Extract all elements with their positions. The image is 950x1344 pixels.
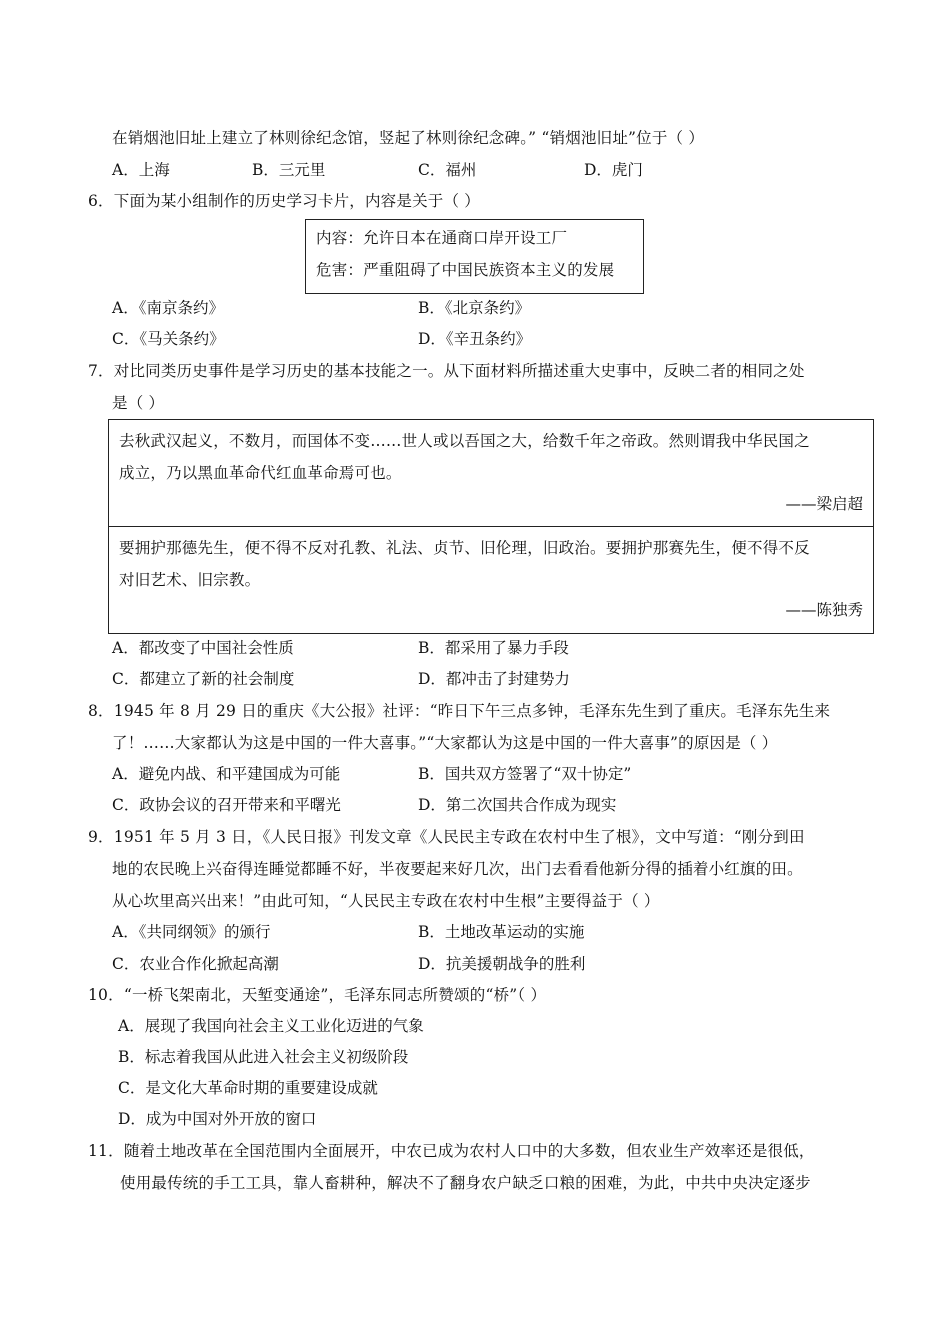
q6-card-harm: 危害：严重阻碍了中国民族资本主义的发展 — [316, 261, 615, 279]
q9-option-a[interactable]: A．《共同纲领》的颁行 — [112, 923, 271, 941]
q6-study-card — [305, 219, 644, 294]
q6-option-c[interactable]: C．《马关条约》 — [112, 330, 225, 348]
q7-material-2-line1: 要拥护那德先生，便不得不反对孔教、礼法、贞节、旧伦理，旧政治。要拥护那赛先生，便不得不反 — [119, 539, 810, 557]
q7-option-b[interactable]: B．都采用了暴力手段 — [418, 639, 569, 657]
q7-option-d[interactable]: D．都冲击了封建势力 — [418, 670, 570, 688]
q7-material-2-line2: 对旧艺术、旧宗教。 — [119, 571, 261, 589]
q9-option-b[interactable]: B．土地改革运动的实施 — [418, 923, 585, 941]
q8-stem-line2: 了！……大家都认为这是中国的一件大喜事。”“大家都认为这是中国的一件大喜事”的原因是（ ） — [112, 734, 778, 752]
q8-option-b[interactable]: B．国共双方签署了“双十协定” — [418, 765, 632, 783]
q7-material-1-author: ——梁启超 — [785, 495, 863, 513]
q8-option-c[interactable]: C．政协会议的召开带来和平曙光 — [112, 796, 341, 814]
q5-stem-tail: 在销烟池旧址上建立了林则徐纪念馆，竖起了林则徐纪念碑。” “销烟池旧址”位于（ ） — [112, 129, 705, 147]
q6-stem: 6．下面为某小组制作的历史学习卡片，内容是关于（ ） — [88, 192, 480, 210]
q10-option-b[interactable]: B．标志着我国从此进入社会主义初级阶段 — [118, 1048, 409, 1066]
q8-stem-line1: 8．1945 年 8 月 29 日的重庆《大公报》社评：“昨日下午三点多钟，毛泽东先生到了重庆。毛泽东先生来 — [88, 702, 831, 720]
q10-option-a[interactable]: A．展现了我国向社会主义工业化迈进的气象 — [118, 1017, 424, 1035]
q8-option-a[interactable]: A．避免内战、和平建国成为可能 — [112, 765, 341, 783]
q7-option-a[interactable]: A．都改变了中国社会性质 — [112, 639, 294, 657]
q5-option-a[interactable]: A．上海 — [112, 161, 170, 179]
q9-option-d[interactable]: D．抗美援朝战争的胜利 — [418, 955, 586, 973]
q5-option-b[interactable]: B．三元里 — [252, 161, 326, 179]
q7-stem-line2: 是（ ） — [112, 394, 165, 412]
q7-stem-line1: 7．对比同类历史事件是学习历史的基本技能之一。从下面材料所描述重大史事中，反映二者的相同之处 — [88, 362, 805, 380]
q11-stem-line2: 使用最传统的手工工具，靠人畜耕种，解决不了翻身农户缺乏口粮的困难，为此，中共中央决定逐步 — [120, 1174, 811, 1192]
q7-material-2 — [108, 526, 874, 634]
q6-card-content: 内容：允许日本在通商口岸开设工厂 — [316, 229, 568, 247]
q8-option-d[interactable]: D．第二次国共合作成为现实 — [418, 796, 617, 814]
q6-option-b[interactable]: B．《北京条约》 — [418, 299, 531, 317]
q10-option-c[interactable]: C．是文化大革命时期的重要建设成就 — [118, 1079, 378, 1097]
q5-option-c[interactable]: C．福州 — [418, 161, 477, 179]
q6-option-a[interactable]: A．《南京条约》 — [112, 299, 224, 317]
q9-stem-line3: 从心坎里高兴出来！”由此可知，“人民民主专政在农村中生根”主要得益于（ ） — [112, 892, 660, 910]
q5-option-d[interactable]: D．虎门 — [584, 161, 643, 179]
q10-stem: 10．“一桥飞架南北，天堑变通途”，毛泽东同志所赞颂的“桥”（ ） — [88, 986, 547, 1004]
q7-option-c[interactable]: C．都建立了新的社会制度 — [112, 670, 295, 688]
q9-option-c[interactable]: C．农业合作化掀起高潮 — [112, 955, 279, 973]
q7-material-2-author: ——陈独秀 — [785, 601, 863, 619]
q7-material-1-line2: 成立，乃以黑血革命代红血革命焉可也。 — [119, 464, 402, 482]
q7-material-1-line1: 去秋武汉起义，不数月，而国体不变……世人或以吾国之大，给数千年之帝政。然则谓我中华民国之 — [119, 432, 810, 450]
q11-stem-line1: 11．随着土地改革在全国范围内全面展开，中农已成为农村人口中的大多数，但农业生产效率还是很低， — [88, 1142, 815, 1160]
q10-option-d[interactable]: D．成为中国对外开放的窗口 — [118, 1110, 317, 1128]
q9-stem-line2: 地的农民晚上兴奋得连睡觉都睡不好，半夜要起来好几次，出门去看看他新分得的插着小红旗的田。 — [112, 860, 803, 878]
q6-option-d[interactable]: D．《辛丑条约》 — [418, 330, 532, 348]
q7-material-1 — [108, 419, 874, 526]
q9-stem-line1: 9．1951 年 5 月 3 日，《人民日报》刊发文章《人民民主专政在农村中生了根》，文中写道：“刚分到田 — [88, 828, 805, 846]
